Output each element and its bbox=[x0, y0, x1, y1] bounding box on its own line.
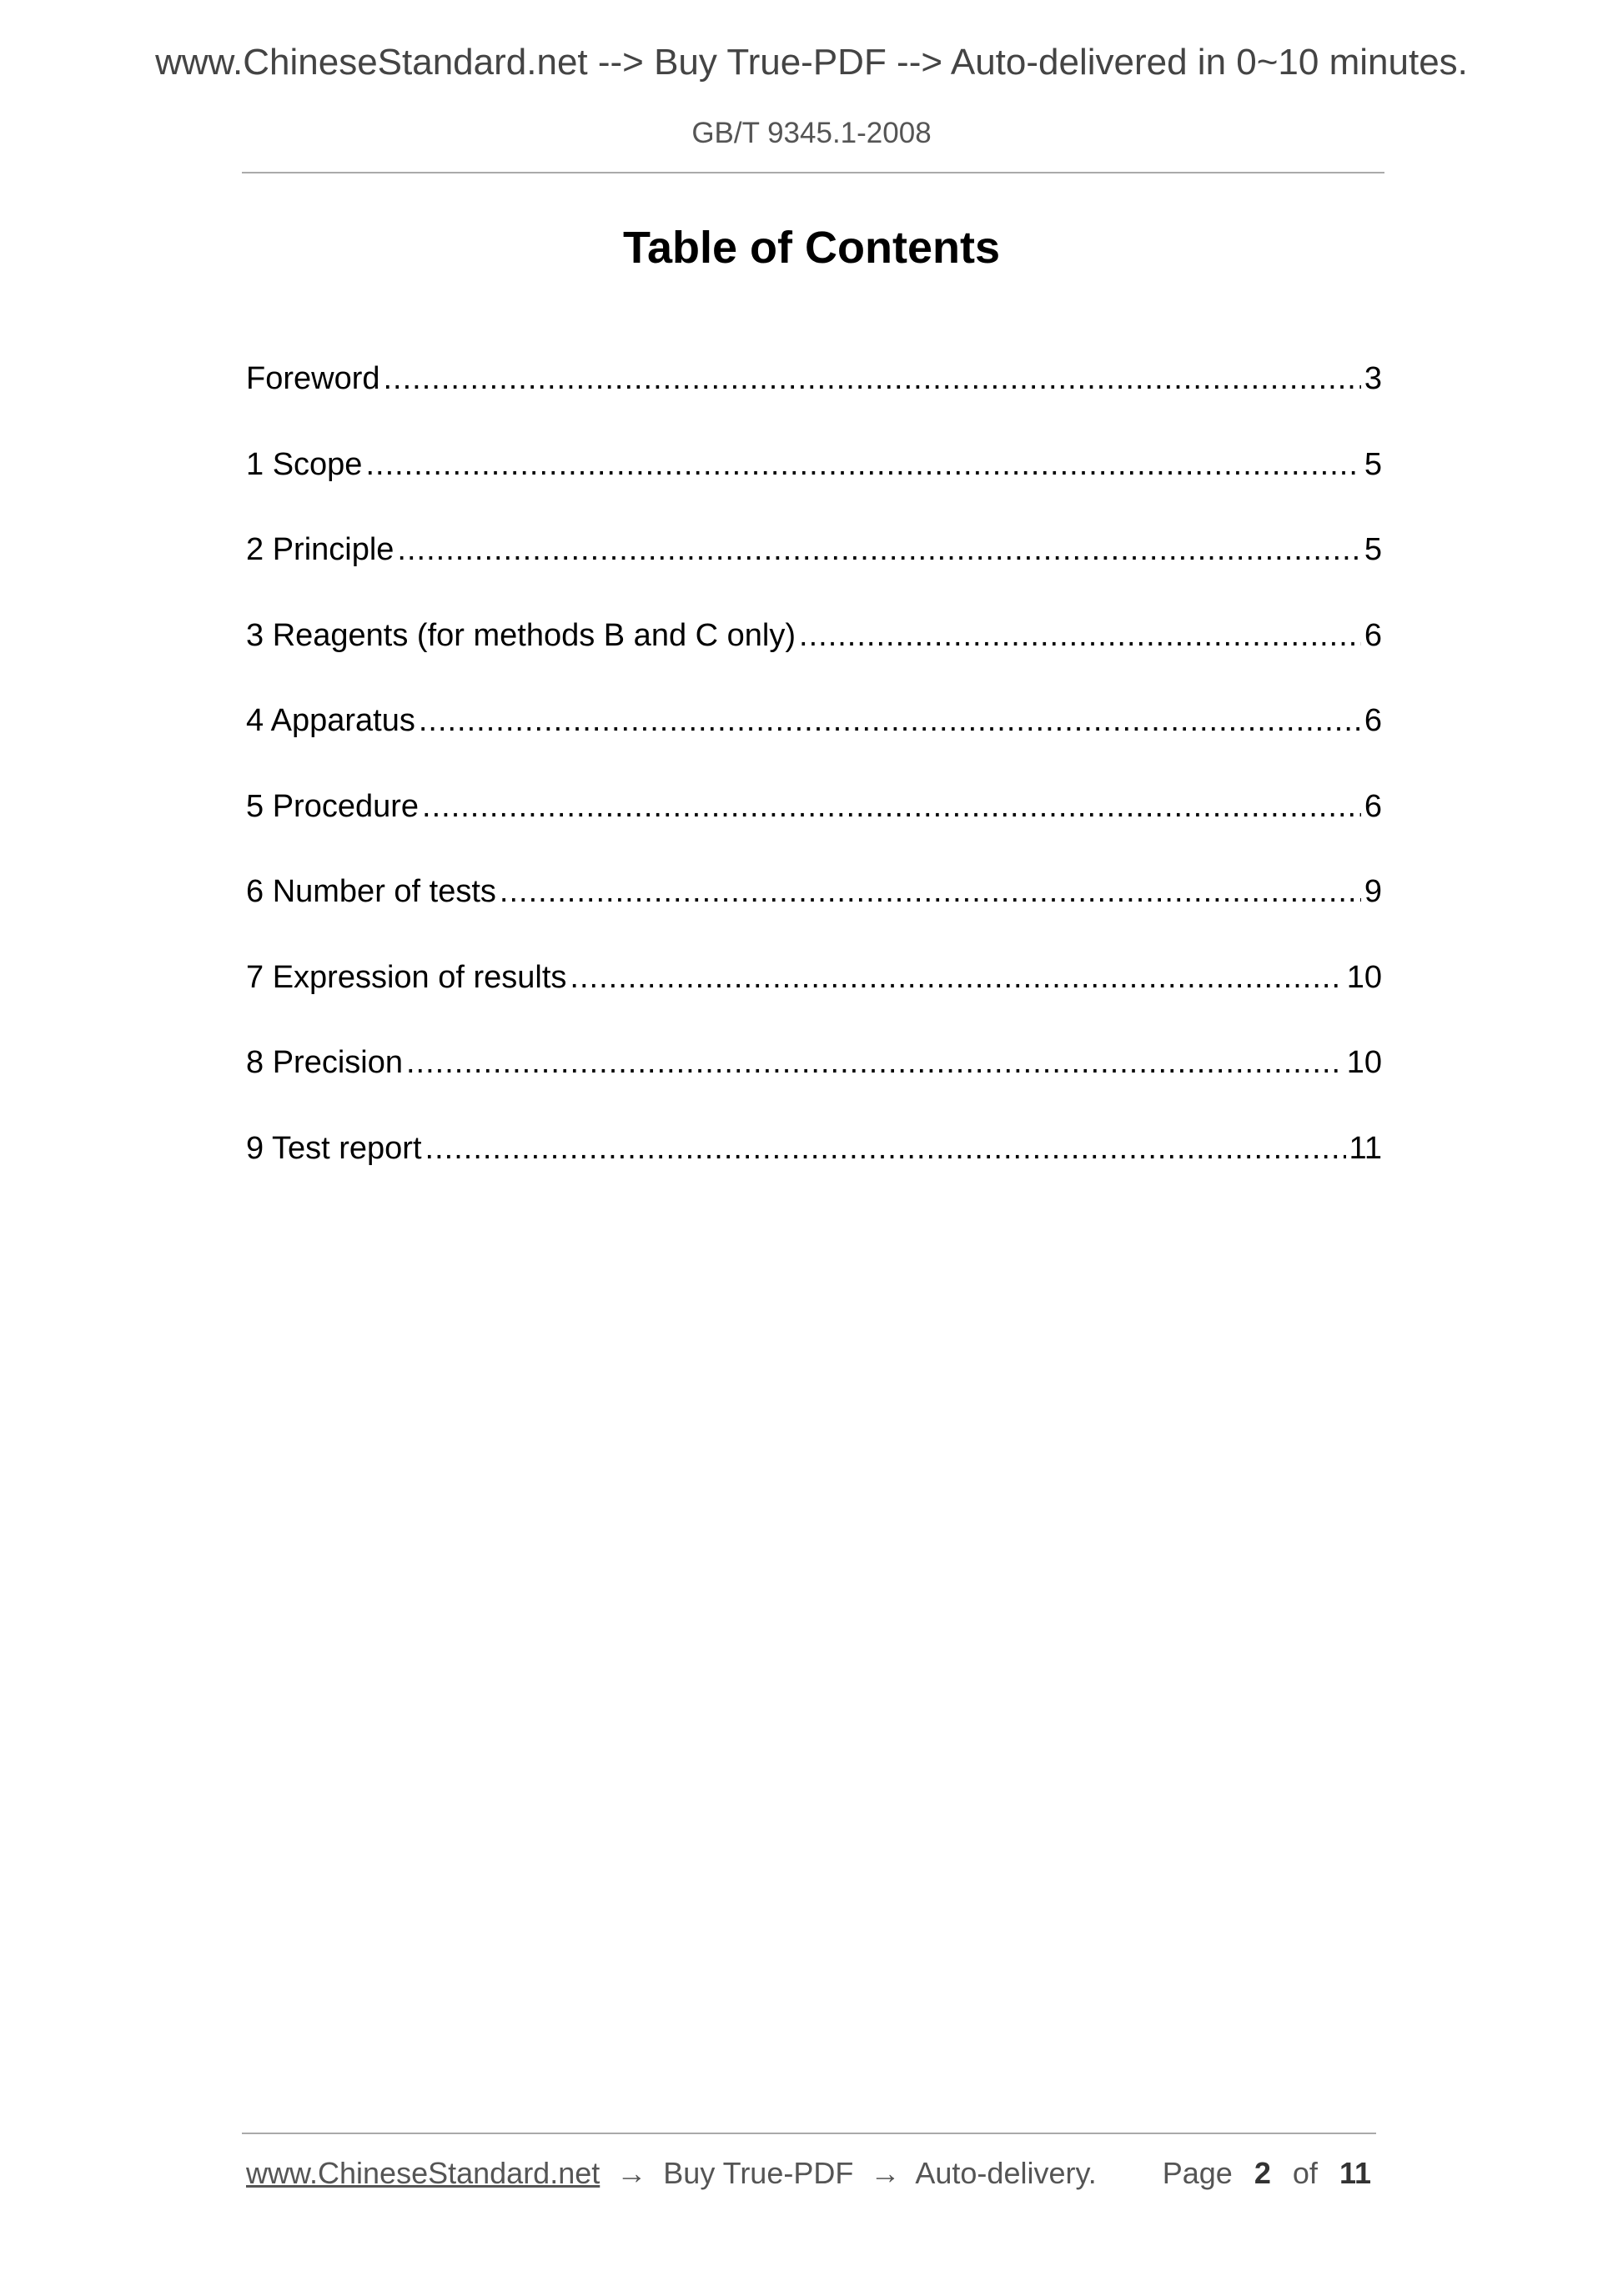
toc-entry-page: 10 bbox=[1346, 1045, 1382, 1080]
toc-entry-label: Foreword bbox=[246, 361, 380, 396]
toc-entry-reagents[interactable] bbox=[246, 605, 1382, 691]
toc-dot-leader bbox=[500, 862, 1361, 922]
toc-entry-label: 6 Number of tests bbox=[246, 874, 496, 909]
footer-site-link[interactable]: www.ChineseStandard.net bbox=[246, 2156, 600, 2190]
toc-entry-procedure[interactable] bbox=[246, 776, 1382, 862]
footer-promo bbox=[246, 2156, 1097, 2191]
toc-entry-page: 11 bbox=[1349, 1130, 1382, 1166]
toc-entry-label: 2 Principle bbox=[246, 532, 394, 567]
toc-entry-label: 3 Reagents (for methods B and C only) bbox=[246, 617, 796, 653]
toc-entry-page: 5 bbox=[1364, 532, 1382, 567]
toc-entry-label: 9 Test report bbox=[246, 1130, 422, 1166]
toc-entry-page: 6 bbox=[1364, 703, 1382, 738]
toc-dot-leader bbox=[419, 691, 1361, 751]
page-label: Page bbox=[1162, 2156, 1233, 2190]
toc-entry-page: 5 bbox=[1364, 446, 1382, 482]
toc-dot-leader bbox=[570, 947, 1343, 1007]
header-divider bbox=[242, 172, 1384, 173]
toc-entry-apparatus[interactable] bbox=[246, 691, 1382, 776]
toc-entry-page: 10 bbox=[1346, 959, 1382, 995]
toc-dot-leader bbox=[422, 776, 1361, 837]
toc-entry-foreword[interactable] bbox=[246, 349, 1382, 435]
arrow-right-icon: → bbox=[870, 2156, 901, 2190]
toc-entry-page: 3 bbox=[1364, 361, 1382, 396]
toc-entry-scope[interactable] bbox=[246, 435, 1382, 520]
toc-entry-label: 8 Precision bbox=[246, 1045, 403, 1080]
toc-entry-label: 1 Scope bbox=[246, 446, 363, 482]
page-current: 2 bbox=[1254, 2156, 1271, 2190]
toc-dot-leader bbox=[365, 435, 1360, 495]
toc-entry-label: 5 Procedure bbox=[246, 788, 420, 824]
arrow-right-icon: → bbox=[616, 2156, 647, 2190]
toc-entry-page: 9 bbox=[1364, 874, 1382, 909]
toc-dot-leader bbox=[397, 520, 1360, 580]
toc-entry-page: 6 bbox=[1364, 788, 1382, 824]
toc-entry-test-report[interactable] bbox=[246, 1118, 1382, 1204]
document-code: GB/T 9345.1-2008 bbox=[691, 117, 932, 149]
toc-dot-leader bbox=[425, 1118, 1346, 1178]
page-of-label: of bbox=[1292, 2156, 1318, 2190]
toc-entry-label: 4 Apparatus bbox=[246, 703, 415, 738]
footer-divider bbox=[242, 2133, 1376, 2134]
toc-entry-expression-of-results[interactable] bbox=[246, 947, 1382, 1033]
toc-entry-precision[interactable] bbox=[246, 1032, 1382, 1118]
toc-dot-leader bbox=[799, 605, 1361, 666]
footer-delivery-text: Auto-delivery. bbox=[915, 2156, 1097, 2190]
page-indicator bbox=[1163, 2156, 1371, 2191]
toc-title: Table of Contents bbox=[623, 223, 1000, 273]
toc-dot-leader bbox=[384, 349, 1361, 409]
page-total: 11 bbox=[1339, 2156, 1371, 2190]
toc-entry-principle[interactable] bbox=[246, 520, 1382, 605]
footer-buy-text: Buy True-PDF bbox=[663, 2156, 854, 2190]
toc-entry-page: 6 bbox=[1364, 617, 1382, 653]
toc-entry-label: 7 Expression of results bbox=[246, 959, 567, 995]
toc-list bbox=[246, 349, 1382, 1203]
toc-dot-leader bbox=[406, 1032, 1344, 1093]
top-banner: www.ChineseStandard.net --> Buy True-PDF --> Auto-delivered in 0~10 minutes. bbox=[155, 42, 1468, 83]
toc-entry-number-of-tests[interactable] bbox=[246, 862, 1382, 947]
